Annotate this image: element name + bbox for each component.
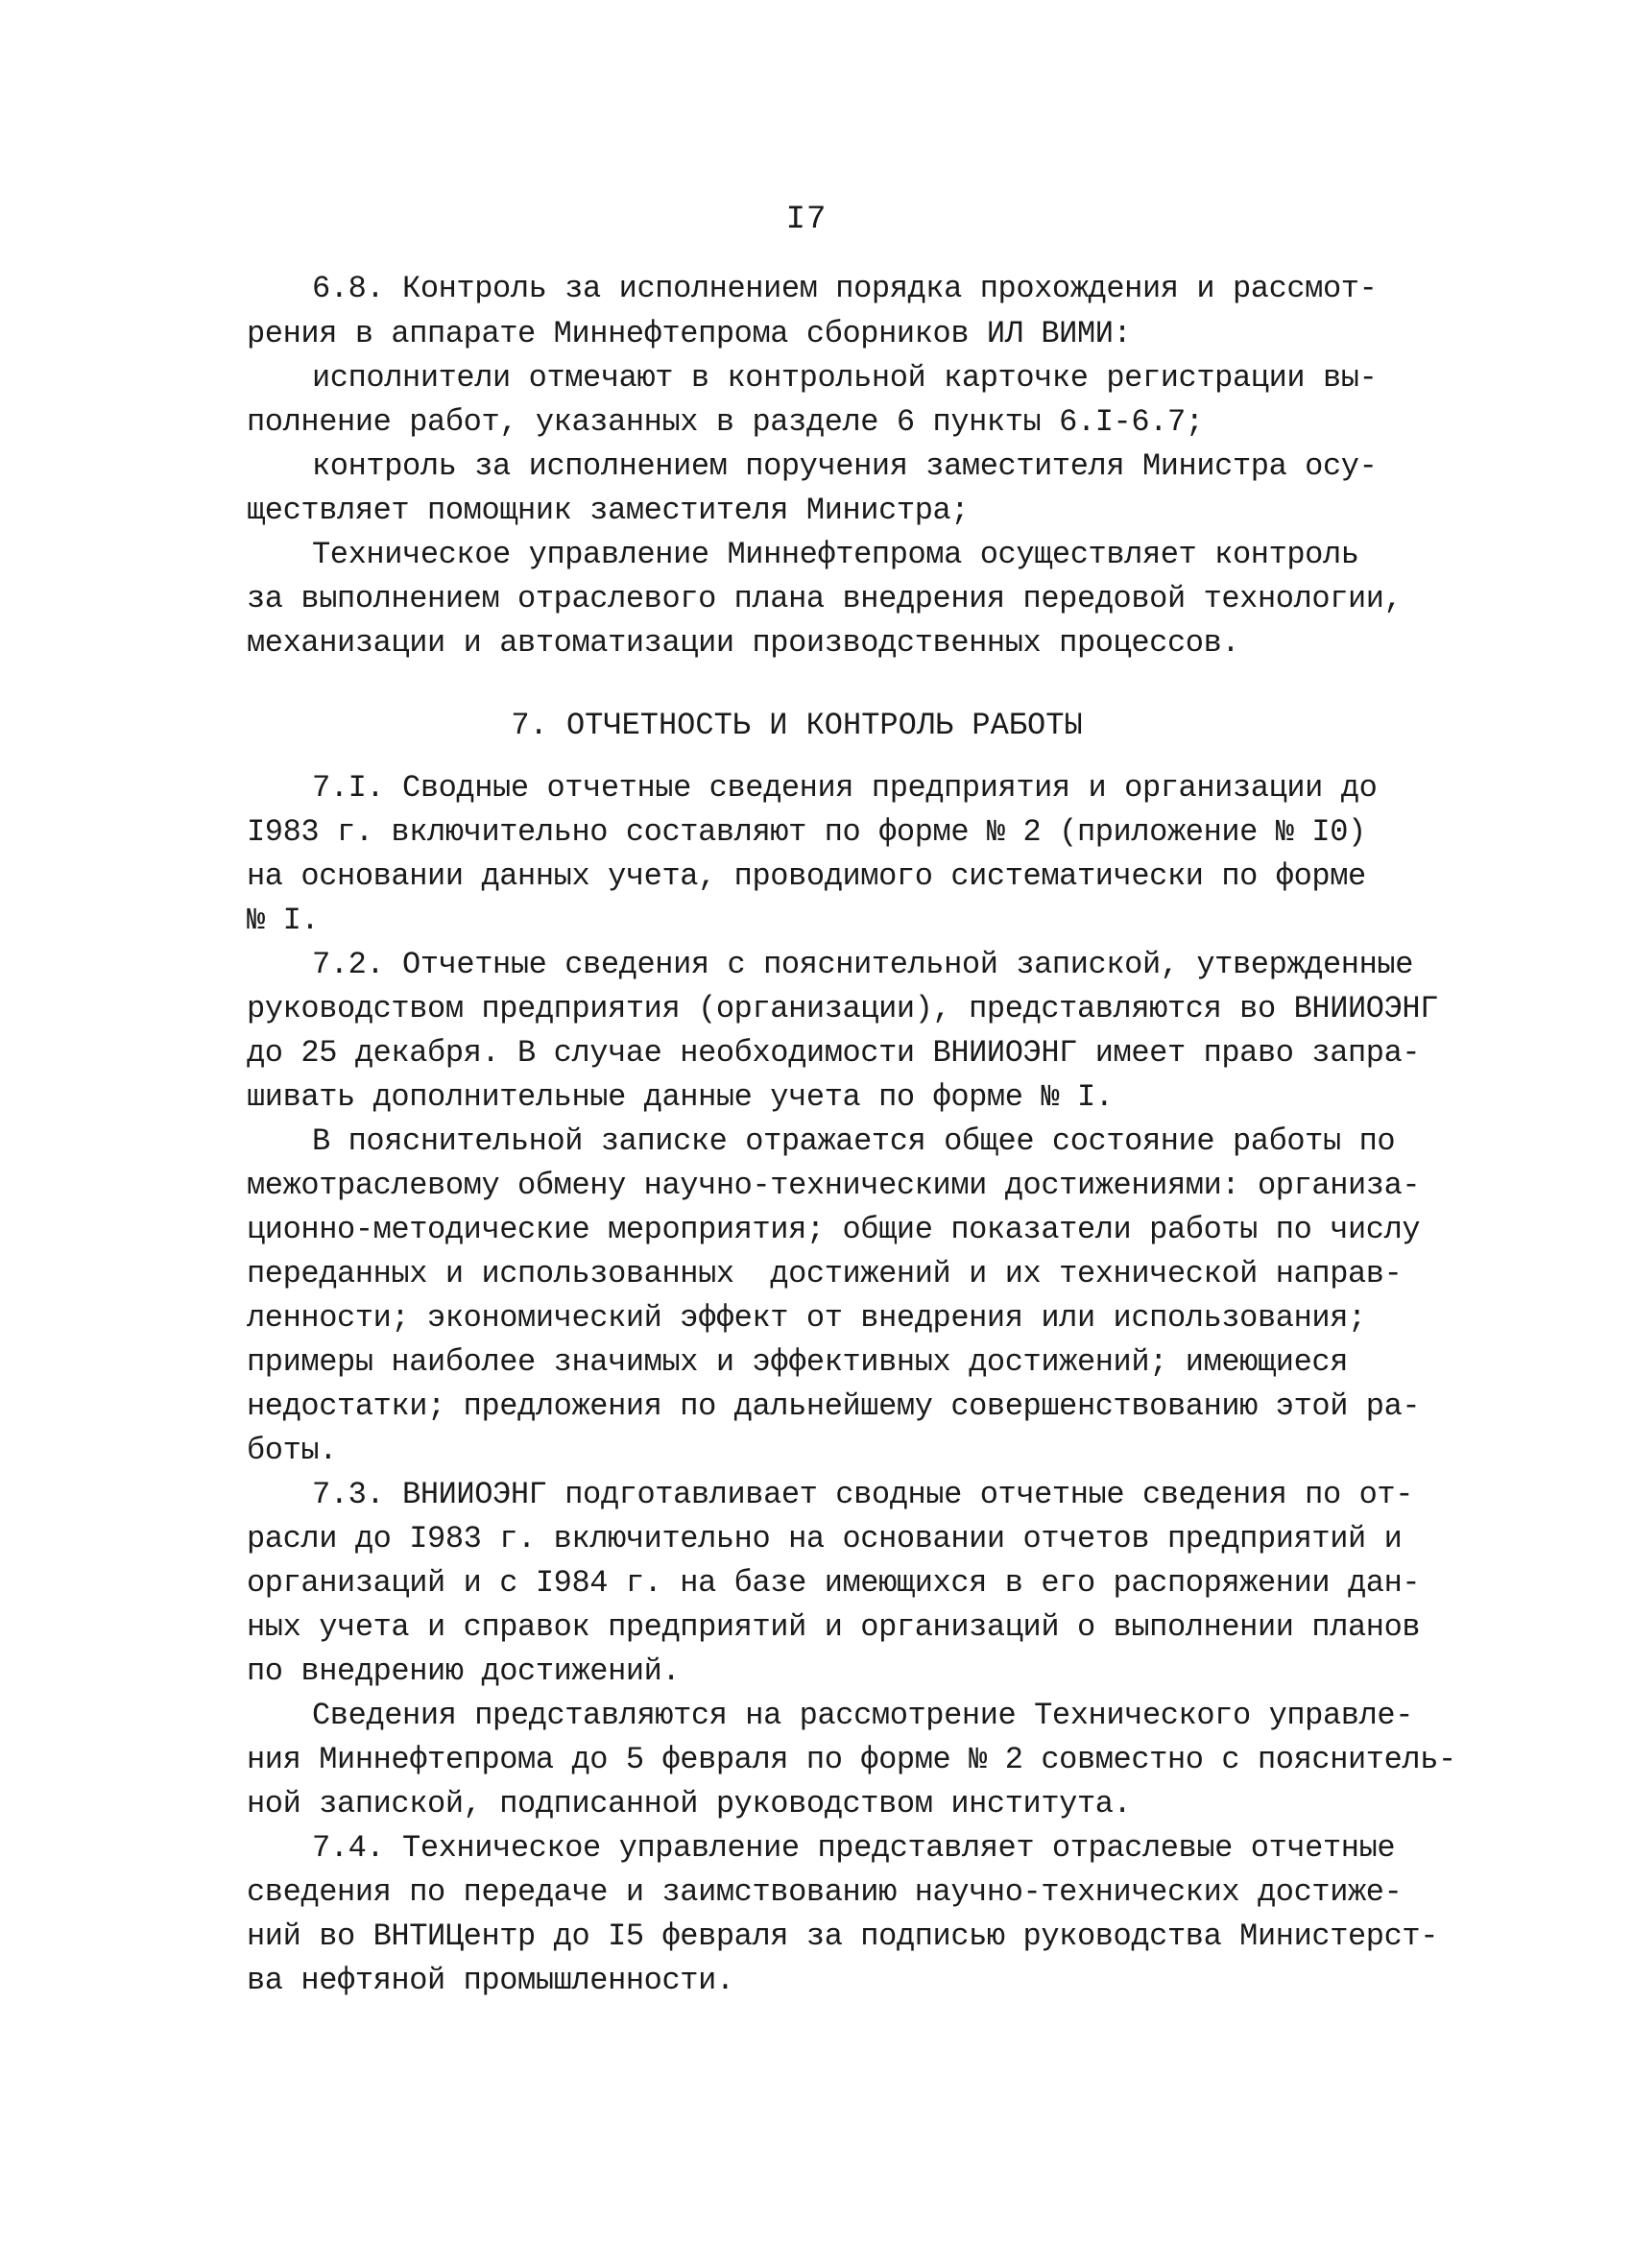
text-line: примеры наиболее значимых и эффективных достижений; имеющиеся bbox=[247, 1344, 1348, 1380]
text-line: механизации и автоматизации производственных процессов. bbox=[247, 625, 1240, 661]
text-line: контроль за исполнением поручения заместителя Министра осу- bbox=[312, 448, 1378, 484]
text-line: до 25 декабря. В случае необходимости ВНИИОЭНГ имеет право запра- bbox=[247, 1035, 1421, 1071]
text-line: Сведения представляются на рассмотрение Технического управле- bbox=[312, 1698, 1413, 1733]
text-line: по внедрению достижений. bbox=[247, 1653, 681, 1689]
text-line: на основании данных учета, проводимого систематически по форме bbox=[247, 858, 1366, 894]
text-line: Техническое управление Миннефтепрома осуществляет контроль bbox=[312, 537, 1359, 572]
text-line: 7.3. ВНИИОЭНГ подготавливает сводные отчетные сведения по от- bbox=[312, 1477, 1413, 1512]
text-line: межотраслевому обмену научно-техническими достижениями: организа- bbox=[247, 1168, 1421, 1203]
text-line: ния Миннефтепрома до 5 февраля по форме № 2 совместно с пояснитель- bbox=[247, 1742, 1456, 1777]
text-line: № I. bbox=[247, 903, 320, 938]
text-line: 6.8. Контроль за исполнением порядка прохождения и рассмот- bbox=[312, 271, 1378, 306]
text-line: организаций и с I984 г. на базе имеющихся в его распоряжении дан- bbox=[247, 1565, 1421, 1601]
text-line: сведения по передаче и заимствованию научно-технических достиже- bbox=[247, 1874, 1403, 1910]
text-line: полнение работ, указанных в разделе 6 пункты 6.I-6.7; bbox=[247, 404, 1204, 440]
text-line: боты. bbox=[247, 1433, 338, 1468]
text-line: I983 г. включительно составляют по форме № 2 (приложение № I0) bbox=[247, 814, 1366, 850]
text-line: рения в аппарате Миннефтепрома сборников ИЛ ВИМИ: bbox=[247, 316, 1132, 351]
text-line: переданных и использованных достижений и их технической направ- bbox=[247, 1256, 1403, 1291]
text-line: ционно-методические мероприятия; общие показатели работы по числу bbox=[247, 1212, 1421, 1247]
text-line: ной запиской, подписанной руководством института. bbox=[247, 1786, 1132, 1822]
text-line: шивать дополнительные данные учета по форме № I. bbox=[247, 1079, 1114, 1115]
text-line: ний во ВНТИЦентр до I5 февраля за подписью руководства Министерст- bbox=[247, 1918, 1439, 1954]
text-line: ных учета и справок предприятий и организаций о выполнении планов bbox=[247, 1609, 1421, 1645]
text-line: 7.4. Техническое управление представляет отраслевые отчетные bbox=[312, 1830, 1396, 1866]
section-heading: 7. ОТЧЕТНОСТЬ И КОНТРОЛЬ РАБОТЫ bbox=[511, 708, 1083, 743]
text-line: 7.2. Отчетные сведения с пояснительной запиской, утвержденные bbox=[312, 947, 1413, 982]
text-line: руководством предприятия (организации), представляются во ВНИИОЭНГ bbox=[247, 991, 1439, 1026]
text-line: В пояснительной записке отражается общее состояние работы по bbox=[312, 1123, 1396, 1159]
text-line: ва нефтяной промышленности. bbox=[247, 1963, 734, 1998]
text-line: исполнители отмечают в контрольной карточке регистрации вы- bbox=[312, 360, 1378, 396]
text-line: недостатки; предложения по дальнейшему совершенствованию этой ра- bbox=[247, 1388, 1421, 1424]
page-number: I7 bbox=[785, 202, 828, 238]
text-line: за выполнением отраслевого плана внедрения передовой технологии, bbox=[247, 581, 1403, 616]
text-line: 7.I. Сводные отчетные сведения предприятия и организации до bbox=[312, 770, 1378, 806]
text-line: ленности; экономический эффект от внедрения или использования; bbox=[247, 1300, 1366, 1336]
text-line: ществляет помощник заместителя Министра; bbox=[247, 493, 970, 528]
text-line: расли до I983 г. включительно на основании отчетов предприятий и bbox=[247, 1521, 1403, 1556]
